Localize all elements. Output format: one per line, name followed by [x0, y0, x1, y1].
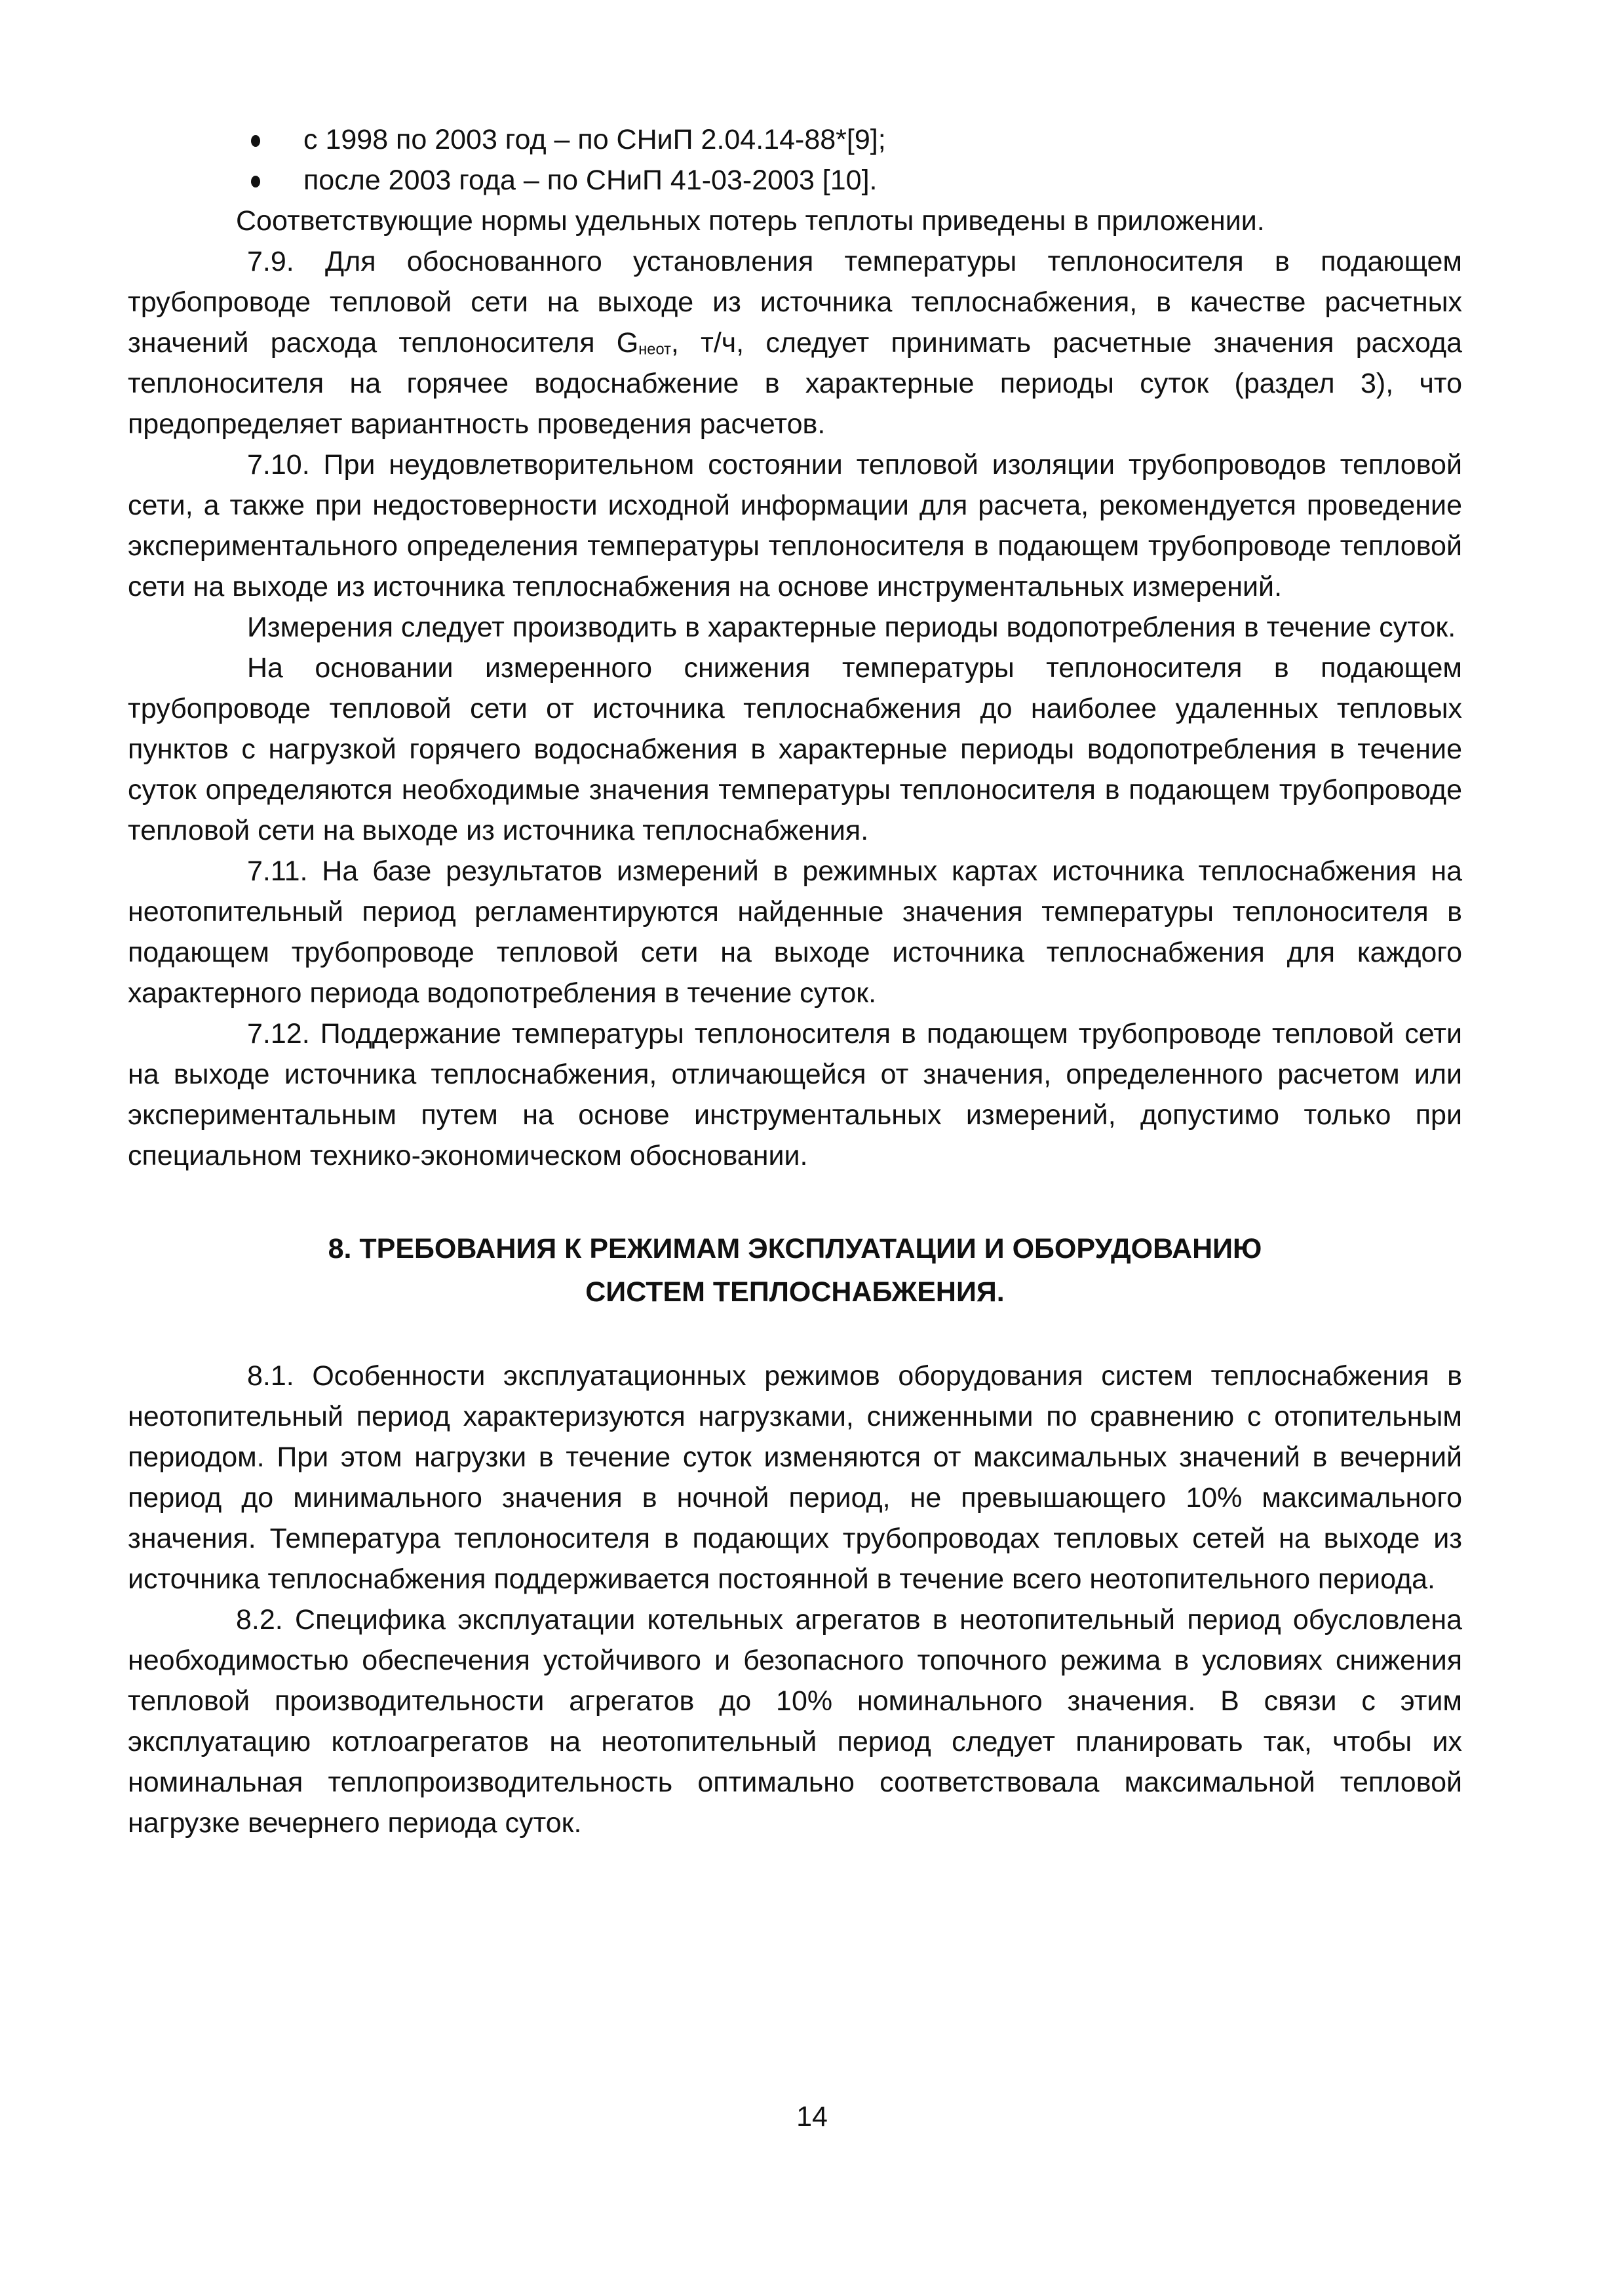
intro-paragraph: Соответствующие нормы удельных потерь теплоты приведены в приложении. — [236, 205, 1265, 237]
paragraph-8-2: 8.2. Специфика эксплуатации котельных агрегатов в неотопительный период обусловлена необходимостью обеспечения устойчивого и безопасного топочного режима в условиях снижения тепловой производительности агрегатов до 10% номинального значения. В связи с этим эксплуатацию котлоагрегатов на неотопительный период следует планировать так, чтобы их номинальная теплопроизводительность оптимально соответствовала максимальной тепловой нагрузке вечернего периода суток. — [128, 1604, 1462, 1839]
norms-bullet-list — [128, 119, 1462, 201]
paragraph-7-9 — [128, 241, 1462, 444]
paragraph-8-1: 8.1. Особенности эксплуатационных режимов оборудования систем теплоснабжения в неотопительный период характеризуются нагрузками, сниженными по сравнению с отопительным периодом. При этом нагрузки в течение суток изменяются от максимальных значений в вечерний период до минимального значения в ночной период, не превышающего 10% максимального значения. Температура теплоносителя в подающих трубопроводах тепловых сетей на выходе из источника теплоснабжения поддерживается постоянной в течение всего неотопительного периода. — [128, 1360, 1462, 1595]
section-8-heading-line-1: 8. ТРЕБОВАНИЯ К РЕЖИМАМ ЭКСПЛУАТАЦИИ И ОБОРУДОВАНИЮ — [328, 1233, 1262, 1265]
paragraph-basis: На основании измеренного снижения температуры теплоносителя в подающем трубопроводе тепловой сети от источника теплоснабжения до наиболее удаленных тепловых пунктов с нагрузкой горячего водоснабжения в характерные периоды водопотребления в течение суток определяются необходимые значения температуры теплоносителя в подающем трубопроводе тепловой сети на выходе из источника теплоснабжения. — [128, 652, 1462, 846]
page-number: 14 — [796, 2101, 828, 2132]
section-8-heading-line-2: СИСТЕМ ТЕПЛОСНАБЖЕНИЯ. — [585, 1276, 1005, 1308]
paragraph-7-9-text-start: 7.9. Для обоснованного установления температуры теплоносителя в подающем трубопроводе тепловой сети на выходе из источника теплоснабжения, в качестве расчетных значений расхода теплоносителя G — [128, 246, 1462, 359]
document-page — [128, 119, 1462, 1843]
paragraph-7-11: 7.11. На базе результатов измерений в режимных картах источника теплоснабжения на неотопительный период регламентируются найденные значения температуры теплоносителя в подающем трубопроводе тепловой сети на выходе источника теплоснабжения для каждого характерного периода водопотребления в течение суток. — [128, 855, 1462, 1009]
bullet-item: после 2003 года – по СНиП 41-03-2003 [10]. — [251, 160, 1462, 201]
flow-symbol-subscript: неот — [638, 341, 671, 359]
section-8-heading — [128, 1227, 1462, 1314]
paragraph-7-10: 7.10. При неудовлетворительном состоянии тепловой изоляции трубопроводов тепловой сети, а также при недостоверности исходной информации для расчета, рекомендуется проведение экспериментального определения температуры теплоносителя в подающем трубопроводе тепловой сети на выходе из источника теплоснабжения на основе инструментальных измерений. — [128, 449, 1462, 602]
paragraph-7-9-text-end: , т/ч, следует принимать расчетные значения расхода теплоносителя на горячее водоснабжение в характерные периоды суток (раздел 3), что предопределяет вариантность проведения расчетов. — [128, 327, 1463, 440]
paragraph-measurements: Измерения следует производить в характерные периоды водопотребления в течение суток. — [247, 612, 1456, 643]
bullet-item: с 1998 по 2003 год – по СНиП 2.04.14-88*[9]; — [251, 119, 1462, 160]
paragraph-7-12: 7.12. Поддержание температуры теплоносителя в подающем трубопроводе тепловой сети на выходе источника теплоснабжения, отличающейся от значения, определенного расчетом или экспериментальным путем на основе инструментальных измерений, допустимо только при специальном технико-экономическом обосновании. — [128, 1018, 1462, 1171]
